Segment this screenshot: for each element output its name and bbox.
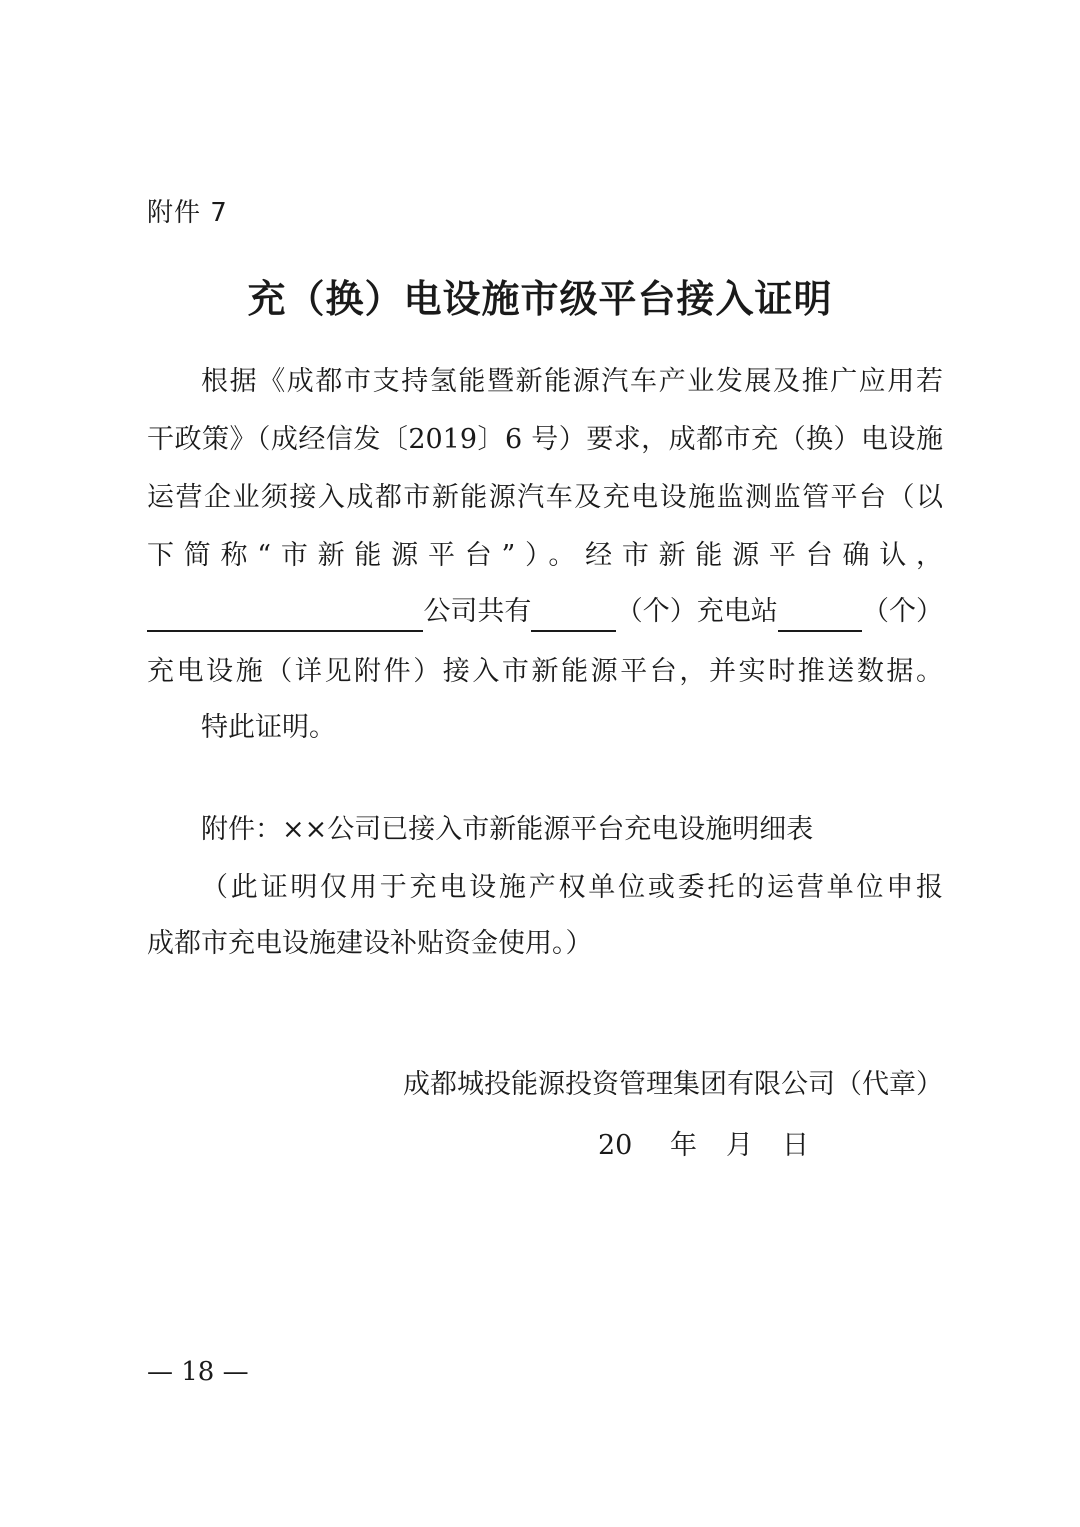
signature-company: 成都城投能源投资管理集团有限公司（代章） bbox=[403, 1069, 943, 1100]
attachment-label: 附件 7 bbox=[147, 198, 228, 228]
closing-statement: 特此证明。 bbox=[201, 712, 336, 743]
body-line-4: 下简称“市新能源平台”）。经市新能源平台确认， bbox=[147, 540, 943, 571]
usage-note-line-2: 成都市充电设施建设补贴资金使用。） bbox=[147, 928, 593, 959]
body-line-5 bbox=[147, 592, 943, 632]
body-line-5-seg1: 公司共有 bbox=[423, 596, 532, 627]
date-day-label: 日 bbox=[782, 1130, 809, 1161]
body-line-6: 充电设施（详见附件）接入市新能源平台，并实时推送数据。 bbox=[147, 656, 943, 687]
company-name-blank bbox=[147, 600, 423, 632]
date-year-prefix: 20 bbox=[598, 1130, 633, 1161]
date-month-label: 月 bbox=[726, 1130, 753, 1161]
page-number: — 18 — bbox=[147, 1357, 249, 1387]
body-line-5-seg2: （个）充电站 bbox=[615, 596, 778, 627]
signature-date bbox=[598, 1126, 809, 1166]
body-line-2: 干政策》（成经信发〔2019〕6 号）要求，成都市充（换）电设施 bbox=[147, 424, 943, 455]
date-year-label: 年 bbox=[670, 1130, 697, 1161]
body-line-1: 根据《成都市支持氢能暨新能源汽车产业发展及推广应用若 bbox=[201, 366, 943, 397]
attachment-note: 附件：××公司已接入市新能源平台充电设施明细表 bbox=[201, 814, 814, 845]
usage-note-line-1: （此证明仅用于充电设施产权单位或委托的运营单位申报 bbox=[201, 872, 943, 903]
body-line-3: 运营企业须接入成都市新能源汽车及充电设施监测监管平台（以 bbox=[147, 482, 943, 513]
body-line-5-seg3: （个） bbox=[862, 596, 943, 627]
document-title: 充（换）电设施市级平台接入证明 bbox=[247, 277, 833, 321]
facility-count-blank bbox=[778, 600, 862, 632]
station-count-blank bbox=[531, 600, 615, 632]
